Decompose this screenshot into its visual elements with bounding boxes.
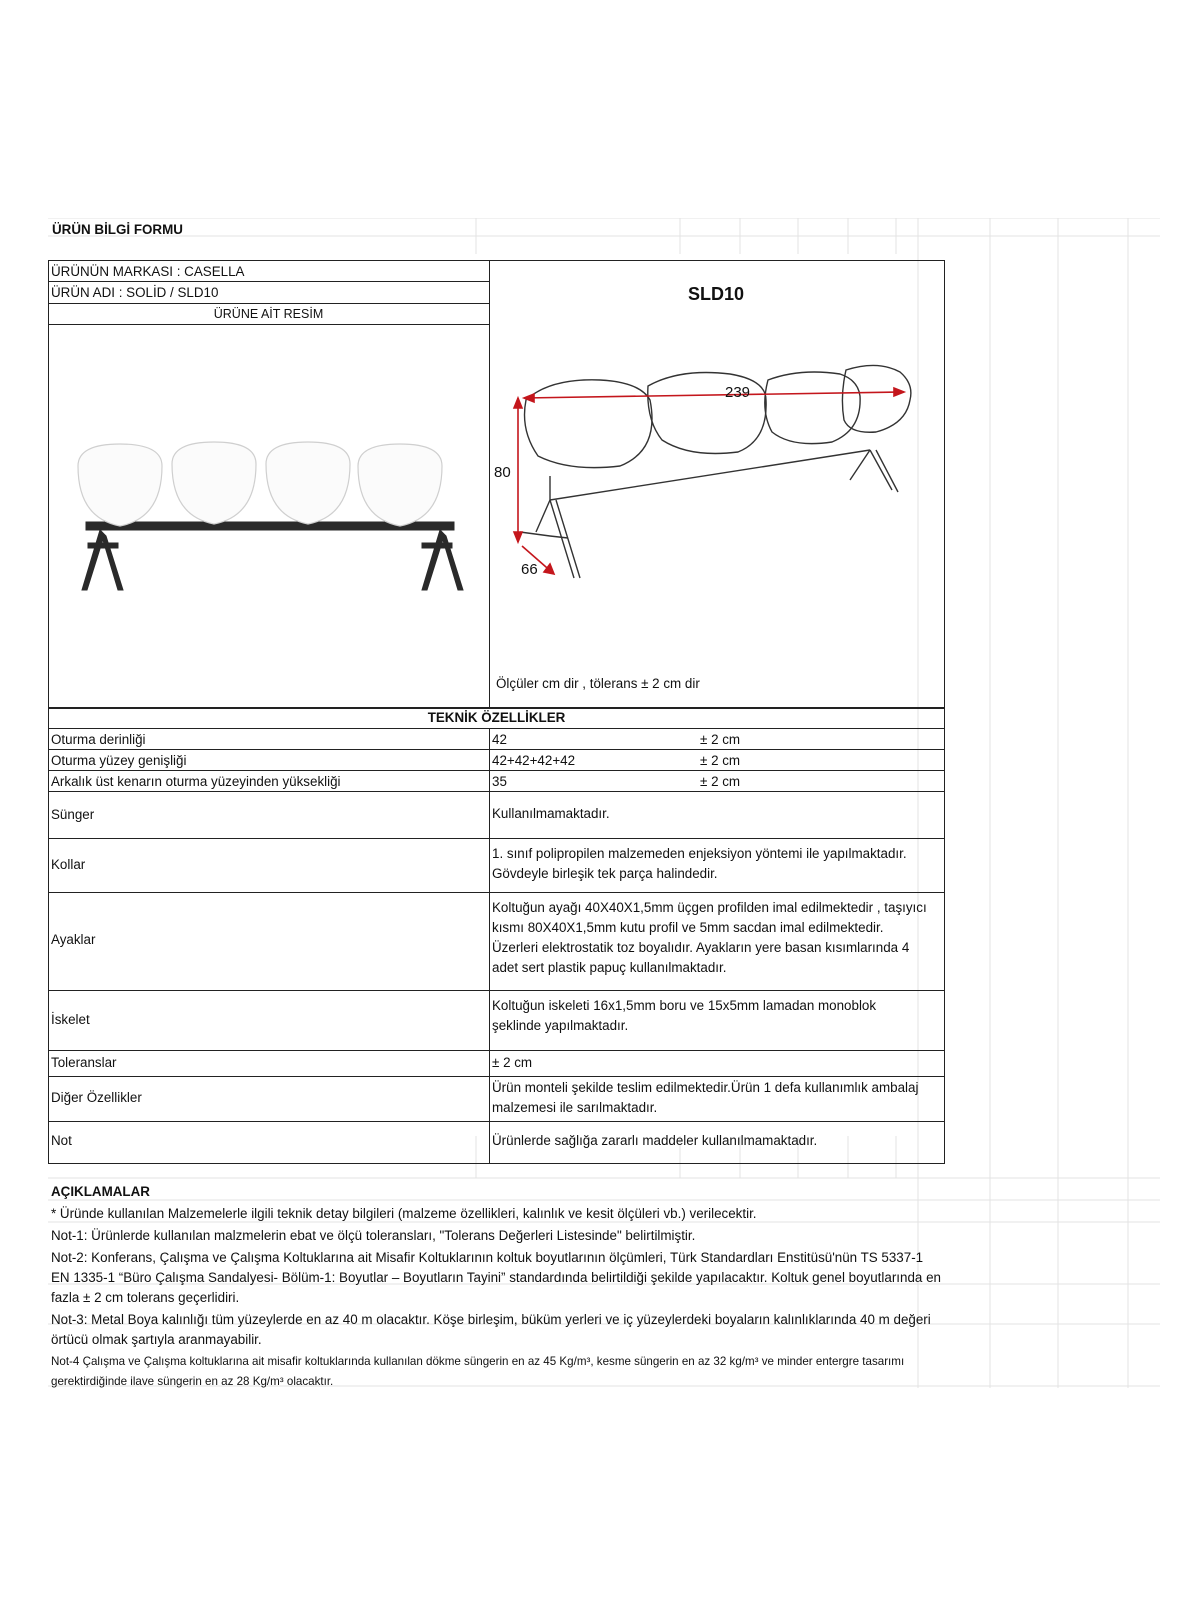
detail-text: 1. sınıf polipropilen malzemeden enjeksiyon yöntemi ile yapılmaktadır. Gövdeyle birleşik tek parça halindedir. xyxy=(492,846,907,881)
detail-label: Sünger xyxy=(51,807,95,822)
detail-text: Ürünlerde sağlığa zararlı maddeler kullanılmamaktadır. xyxy=(492,1133,818,1148)
model-code: SLD10 xyxy=(688,284,745,304)
note-item: Not-3: Metal Boya kalınlığı tüm yüzeylerde en az 40 m olacaktır. Köşe birleşim, büküm yerleri ve iç yüzeylerdeki boyaların kalınlıklarında 40 m değeri örtücü olmak şartıyla aranmayabilir. xyxy=(51,1312,931,1347)
notes-title: AÇIKLAMALAR xyxy=(51,1184,150,1199)
spec-value: 42+42+42+42 xyxy=(492,753,576,768)
spec-value: 42 xyxy=(492,732,507,747)
row-line xyxy=(48,1121,945,1122)
row-line xyxy=(48,990,945,991)
row-line xyxy=(48,728,945,729)
row-line xyxy=(48,892,945,893)
detail-label: Kollar xyxy=(51,857,86,872)
tech-header: TEKNİK ÖZELLİKLER xyxy=(427,710,566,725)
detail-text: Kullanılmamaktadır. xyxy=(492,806,610,821)
dimension-drawing xyxy=(510,360,930,600)
note-item: Not-1: Ürünlerde kullanılan malzmelerin ebat ve ölçü toleransları, "Tolerans Değerleri Listesinde" belirtilmiştir. xyxy=(51,1228,696,1243)
detail-label: İskelet xyxy=(51,1012,90,1027)
dim-width: 239 xyxy=(725,384,751,401)
row-line xyxy=(48,749,945,750)
detail-text: Ürün monteli şekilde teslim edilmektedir.Ürün 1 defa kullanımlık ambalaj malzemesi ile sarılmaktadır. xyxy=(492,1080,919,1115)
form-title: ÜRÜN BİLGİ FORMU xyxy=(52,222,183,237)
image-label: ÜRÜNE AİT RESİM xyxy=(213,307,324,321)
spec-tolerance: ± 2 cm xyxy=(700,753,741,768)
spec-tolerance: ± 2 cm xyxy=(700,732,741,747)
detail-text: Koltuğun ayağı 40X40X1,5mm üçgen profilden imal edilmektedir , taşıyıcı kısmı 80X40X1,5mm kutu profil ve 5mm sacdan imal edilmektedir. Üzerleri elektrostatik toz boyalıdır. Ayakların yere basan kısımlarında 4 adet sert plastik papuç kullanılmaktadır. xyxy=(492,900,927,975)
row-line xyxy=(48,1050,945,1051)
dim-height: 80 xyxy=(494,464,511,481)
detail-text: ± 2 cm xyxy=(492,1055,533,1070)
detail-label: Toleranslar xyxy=(51,1055,117,1070)
spec-label: Oturma derinliği xyxy=(51,732,146,747)
spec-label: Oturma yüzey genişliği xyxy=(51,753,187,768)
row-line xyxy=(48,770,945,771)
row-line xyxy=(48,324,489,325)
note-item: Not-4 Çalışma ve Çalışma koltuklarına ait misafir koltuklarında kullanılan dökme süngerin en az 45 Kg/m³, kesme süngerin en az 32 kg/m³ ve minder entergre tasarımı gerektirdiğinde ilave süngerin en az 28 Kg/m³ olacaktır. xyxy=(51,1355,905,1388)
detail-text: Koltuğun iskeleti 16x1,5mm boru ve 15x5mm lamadan monoblok şeklinde yapılmaktadır. xyxy=(492,998,877,1033)
column-line xyxy=(489,728,490,1164)
detail-label: Ayaklar xyxy=(51,932,96,947)
row-line xyxy=(48,303,489,304)
image-divider xyxy=(489,260,490,708)
detail-label: Not xyxy=(51,1133,72,1148)
dim-depth: 66 xyxy=(521,561,538,578)
spec-label: Arkalık üst kenarın oturma yüzeyinden yüksekliği xyxy=(51,774,341,789)
spec-tolerance: ± 2 cm xyxy=(700,774,741,789)
row-line xyxy=(48,281,489,282)
detail-label: Diğer Özellikler xyxy=(51,1090,142,1105)
row-line xyxy=(48,791,945,792)
product-name-row: ÜRÜN ADI : SOLİD / SLD10 xyxy=(51,285,219,300)
product-photo xyxy=(70,440,470,600)
spec-value: 35 xyxy=(492,774,507,789)
row-line xyxy=(48,1076,945,1077)
brand-row: ÜRÜNÜN MARKASI : CASELLA xyxy=(51,264,245,279)
note-item: Not-2: Konferans, Çalışma ve Çalışma Koltuklarına ait Misafir Koltuklarının koltuk boyutlarının ölçümleri, Türk Standardları Enstitüsü'nün TS 5337-1 EN 1335-1 “Büro Çalışma Sandalyesi- Bölüm-1: Boyutlar – Boyutların Tayini” standardında belirtildiği şekilde yapılacaktır. Koltuk genel boyutlarında en fazla ± 2 cm tolerans geçerlidiri. xyxy=(51,1250,941,1305)
note-item: * Üründe kullanılan Malzemelerle ilgili teknik detay bilgileri (malzeme özellikleri, kalınlık ve kesit ölçüleri vb.) verilecektir. xyxy=(51,1206,757,1221)
row-line xyxy=(48,838,945,839)
dimension-note: Ölçüler cm dir , tölerans ± 2 cm dir xyxy=(496,676,700,691)
